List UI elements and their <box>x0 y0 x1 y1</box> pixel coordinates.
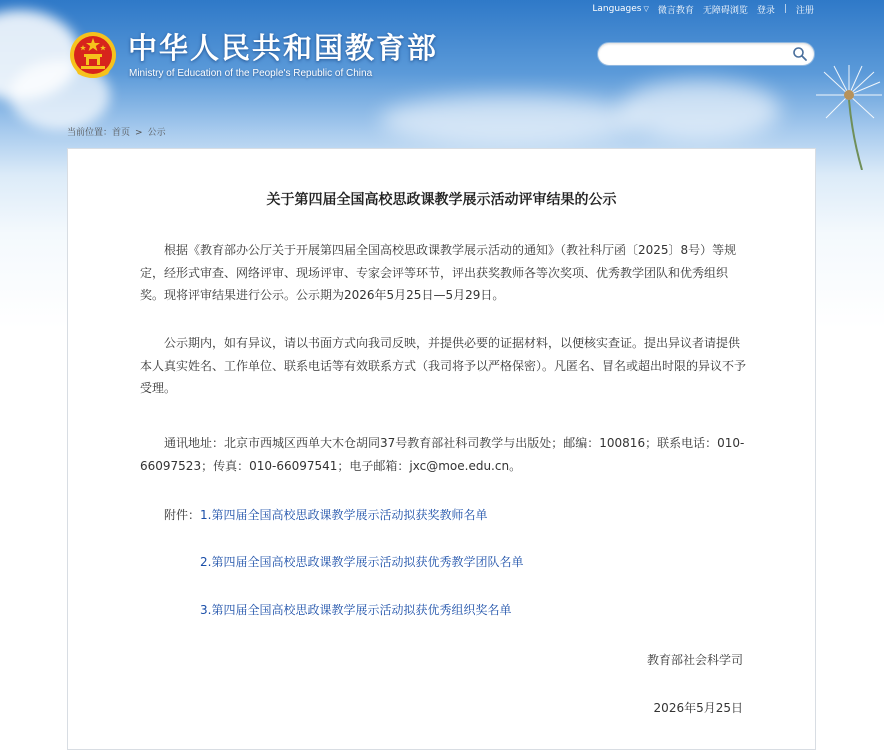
attachment-label: 附件： <box>164 508 201 522</box>
register-link[interactable]: 注册 <box>795 5 814 16</box>
attachment-link-1[interactable]: 1.第四届全国高校思政课教学展示活动拟获奖教师名单 <box>200 508 488 522</box>
article-title: 关于第四届全国高校思政课教学展示活动评审结果的公示 <box>266 192 617 208</box>
separator: | <box>783 4 787 14</box>
article-signature: 教育部社会科学司 <box>646 653 743 667</box>
article-paragraph: 公示期内，如有异议，请以书面方式向我司反映，并提供必要的证据材料，以便核实查证。提出异议者请提供本人真实姓名、工作单位、联系电话等有效联系方式（我司将予以严格保密）。凡匿名、冒名或超出时限的异议不予受理。 <box>140 336 747 395</box>
site-title: 中华人民共和国教育部 <box>128 31 439 65</box>
site-subtitle: Ministry of Education of the People's Republic of China <box>129 68 373 79</box>
attachment-row <box>164 506 487 523</box>
login-link[interactable]: 登录 <box>756 5 775 16</box>
breadcrumb-arrow: > <box>135 128 143 138</box>
top-utility-bar <box>592 2 814 16</box>
article-date: 2026年5月25日 <box>653 701 743 715</box>
article-paragraph: 通讯地址：北京市西城区西单大木仓胡同37号教育部社科司教学与出版处；邮编：100816；联系电话：010-66097523；传真：010-66097541；电子邮箱：jxc@moe.edu.cn。 <box>140 436 745 473</box>
attachment-row <box>200 553 523 570</box>
attachment-row <box>200 601 511 618</box>
search-input[interactable] <box>608 45 792 63</box>
chevron-down-icon: ▽ <box>643 5 649 13</box>
article-paragraph: 根据《教育部办公厅关于开展第四届全国高校思政课教学展示活动的通知》（教社科厅函〔2025〕8号）等规定，经形式审查、网络评审、现场评审、专家会评等环节，评出获奖教师各等次奖项、优秀教学团队和优秀组织奖。现将评审结果进行公示。公示期为2026年5月25日—5月29日。 <box>140 243 737 302</box>
dandelion-decoration <box>804 60 884 170</box>
breadcrumb-home-link[interactable]: 首页 <box>112 128 131 138</box>
breadcrumb-label: 当前位置： <box>67 128 113 138</box>
attachment-link-2[interactable]: 2.第四届全国高校思政课教学展示活动拟获优秀教学团队名单 <box>200 555 524 569</box>
breadcrumb <box>67 125 166 138</box>
search-box <box>597 42 815 66</box>
breadcrumb-current-link[interactable]: 公示 <box>147 128 166 138</box>
languages-menu[interactable]: Languages ▽ <box>592 4 649 14</box>
article-panel <box>67 148 816 750</box>
cloud-decoration <box>620 80 780 140</box>
wechat-link[interactable]: 微言教育 <box>657 5 694 16</box>
national-emblem-icon <box>68 30 118 80</box>
cloud-decoration <box>380 95 640 145</box>
accessible-browse-link[interactable]: 无障碍浏览 <box>702 5 748 16</box>
attachment-link-3[interactable]: 3.第四届全国高校思政课教学展示活动拟获优秀组织奖名单 <box>200 603 512 617</box>
